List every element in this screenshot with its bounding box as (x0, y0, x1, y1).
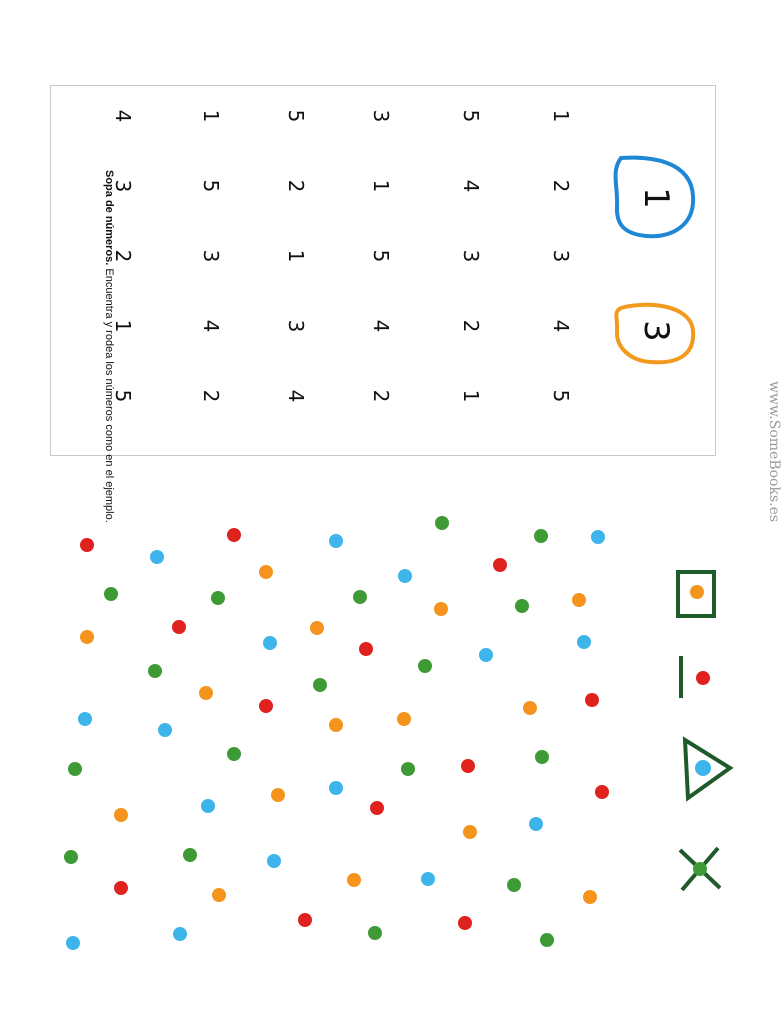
grid-number: 4 (459, 179, 483, 193)
grid-number: 4 (111, 109, 135, 123)
grid-number: 4 (369, 319, 393, 333)
grid-number: 3 (549, 249, 573, 263)
square-icon (678, 572, 714, 616)
grid-number: 3 (369, 109, 393, 123)
red-dot (696, 671, 710, 685)
blue-dot (695, 760, 711, 776)
grid-number: 2 (284, 179, 308, 193)
grid-number: 1 (111, 319, 135, 333)
grid-number: 1 (459, 389, 483, 403)
grid-number: 5 (459, 109, 483, 123)
grid-number: 3 (199, 249, 223, 263)
grid-number: 5 (111, 389, 135, 403)
grid-number: 2 (111, 249, 135, 263)
grid-number: 1 (369, 179, 393, 193)
instruction-text: Sopa de números. Encuentra y rodea los números como en el ejemplo. (103, 170, 115, 523)
example-number-1: 1 (636, 187, 676, 209)
grid-number: 2 (199, 389, 223, 403)
green-dot (693, 862, 707, 876)
grid-number: 5 (199, 179, 223, 193)
grid-number: 5 (549, 389, 573, 403)
grid-number: 3 (284, 319, 308, 333)
grid-number: 3 (111, 179, 135, 193)
grid-number: 1 (284, 249, 308, 263)
grid-number: 1 (549, 109, 573, 123)
grid-number: 4 (284, 389, 308, 403)
triangle-icon (685, 740, 730, 798)
grid-number: 1 (199, 109, 223, 123)
grid-number: 2 (459, 319, 483, 333)
x-icon (680, 848, 720, 890)
grid-number: 5 (369, 249, 393, 263)
line-icon (681, 656, 710, 698)
grid-number: 5 (284, 109, 308, 123)
grid-number: 4 (549, 319, 573, 333)
orange-dot (690, 585, 704, 599)
grid-number: 2 (549, 179, 573, 193)
grid-number: 2 (369, 389, 393, 403)
grid-number: 4 (199, 319, 223, 333)
example-number-3: 3 (636, 320, 676, 342)
watermark: www.SomeBooks.es (766, 381, 782, 523)
grid-number: 3 (459, 249, 483, 263)
